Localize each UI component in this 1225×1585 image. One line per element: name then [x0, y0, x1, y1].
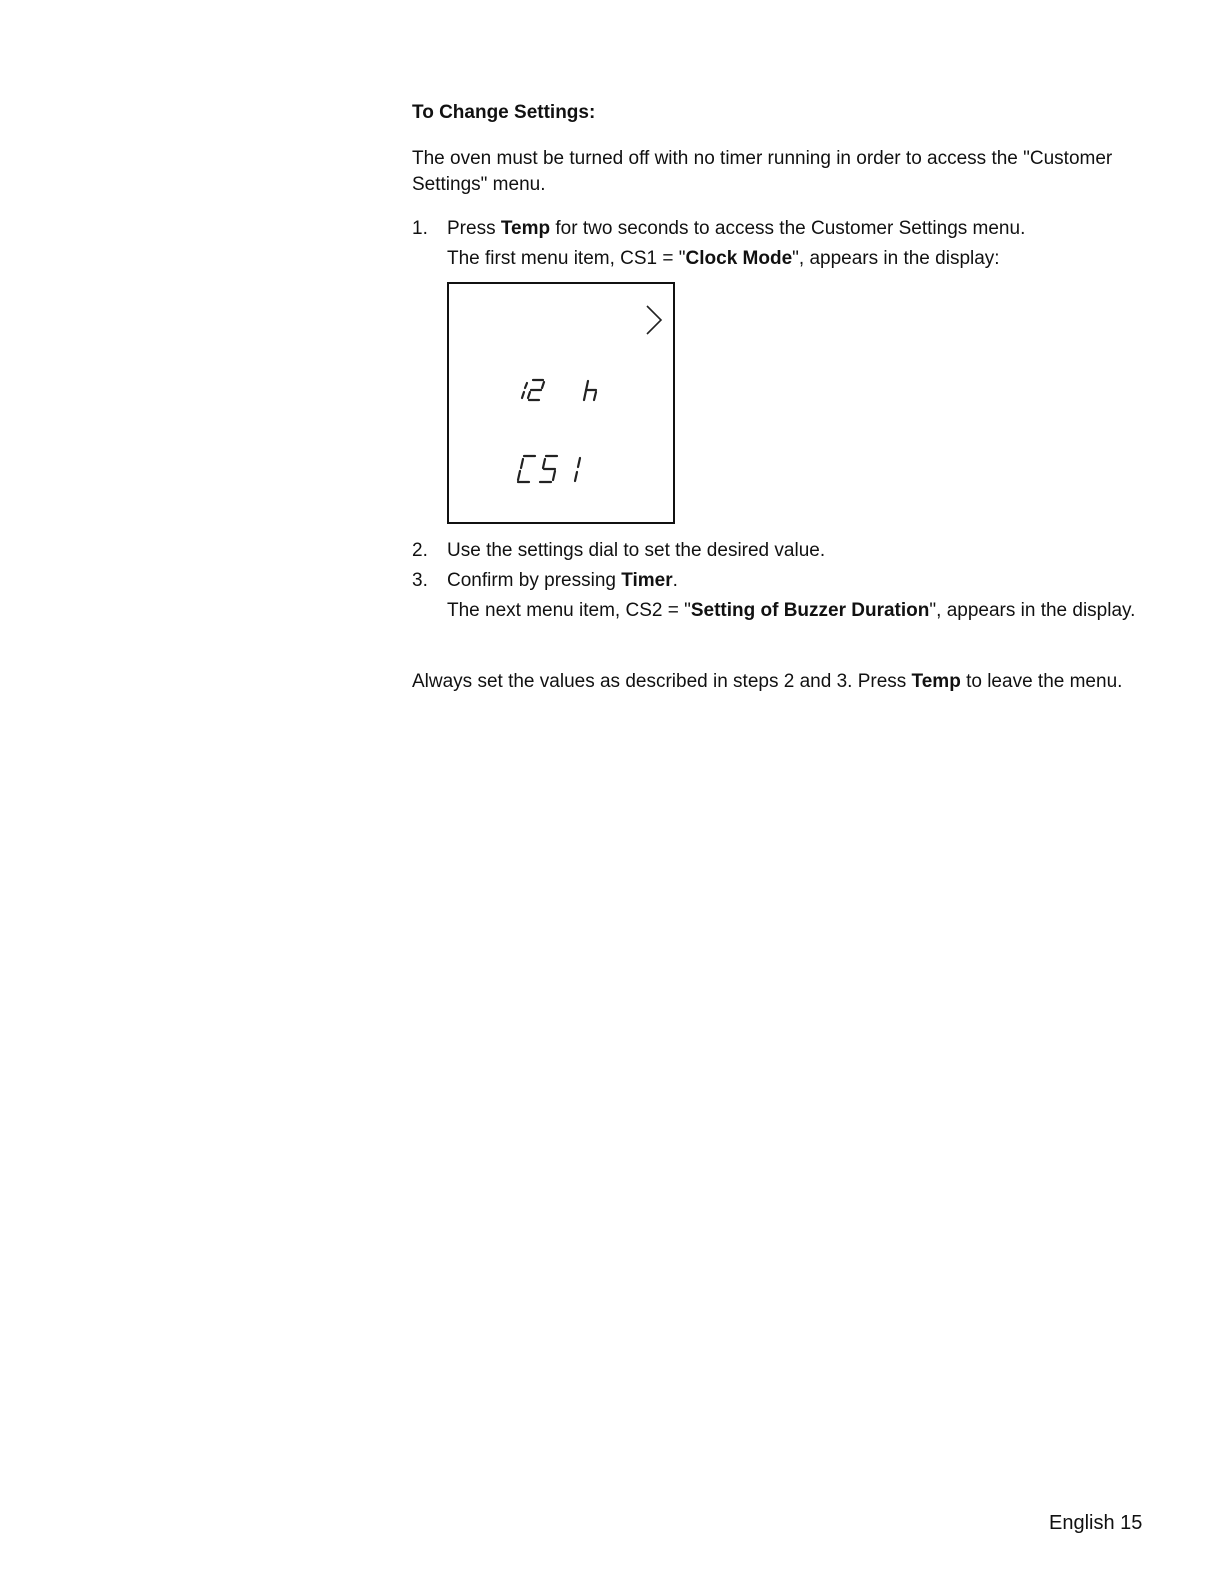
step-1-text: Press Temp for two seconds to access the Customer Settings menu.	[447, 218, 1026, 239]
closing-paragraph: Always set the values as described in steps 2 and 3. Press Temp to leave the menu.	[412, 671, 1123, 692]
timer-button-label: Timer	[621, 570, 673, 591]
chevron-right-icon	[647, 306, 661, 334]
step-3-detail-text: The next menu item, CS2 = "Setting of Buzzer Duration", appears in the display.	[447, 600, 1136, 621]
section-heading: To Change Settings:	[412, 102, 596, 123]
step-1-number: 1.	[412, 218, 428, 239]
page-footer: English 15	[1049, 1512, 1143, 1534]
temp-button-label: Temp	[500, 218, 551, 239]
intro-paragraph: The oven must be turned off with no timer running in order to access the "Customer Settings" menu.	[412, 148, 1113, 195]
step-2-text: Use the settings dial to set the desired value.	[447, 540, 826, 561]
step-3-text: Confirm by pressing Timer.	[447, 570, 678, 591]
display-bottom-value-cs1	[518, 456, 580, 482]
buzzer-duration-label: Setting of Buzzer Duration	[690, 600, 930, 621]
temp-button-label-closing: Temp	[911, 671, 961, 692]
step-3-number: 3.	[412, 570, 428, 591]
step-1-detail-text: The first menu item, CS1 = "Clock Mode", appears in the display:	[447, 248, 1000, 269]
lcd-display-graphic	[449, 284, 673, 522]
step-2-number: 2.	[412, 540, 428, 561]
display-top-value-12h	[522, 380, 596, 400]
clock-mode-label: Clock Mode	[685, 248, 793, 269]
oven-display-illustration	[447, 282, 675, 524]
